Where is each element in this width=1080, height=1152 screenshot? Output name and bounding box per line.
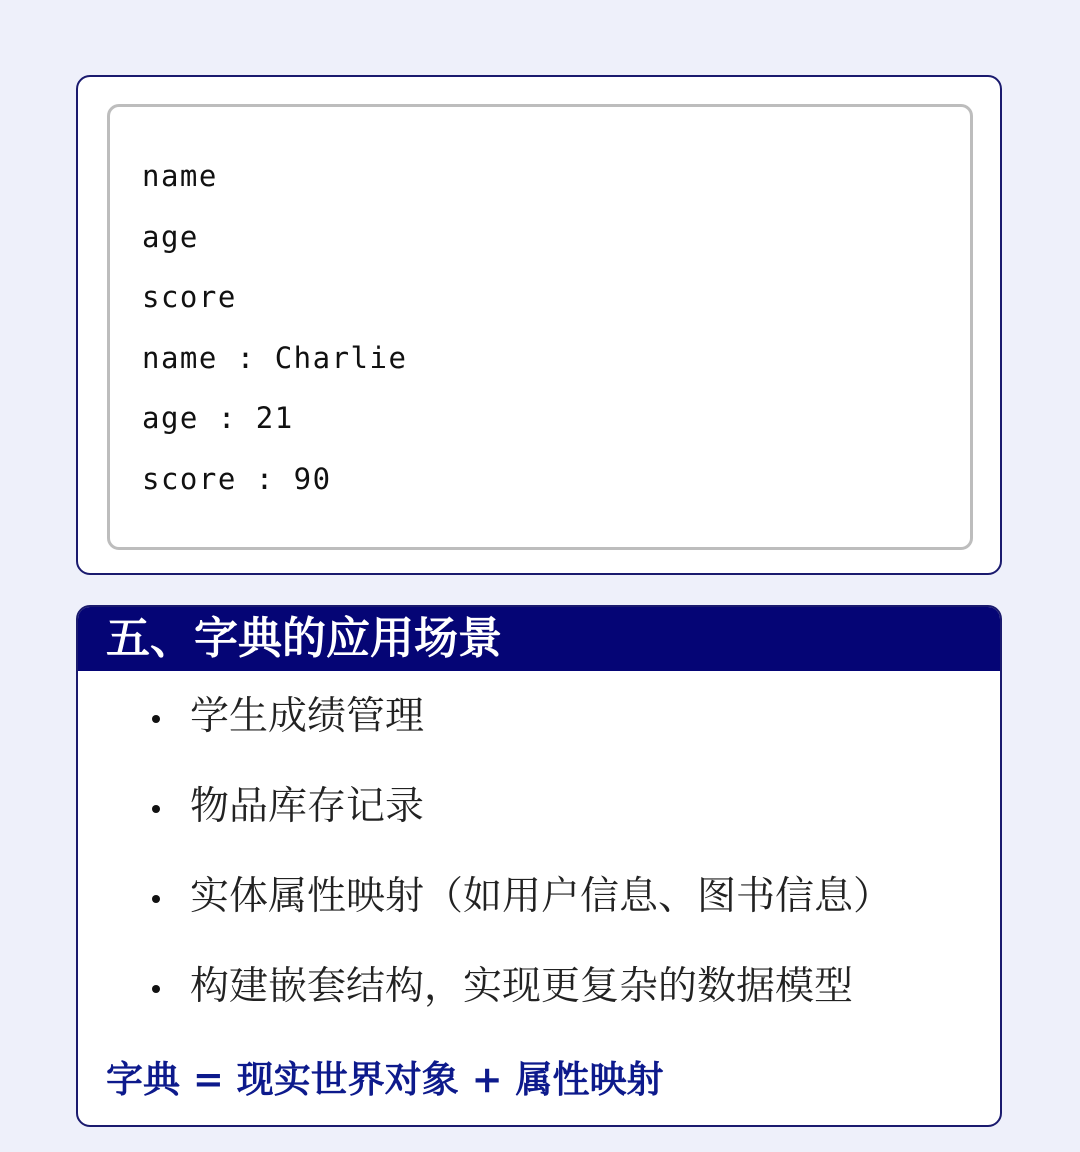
code-line: name : Charlie <box>142 340 408 375</box>
code-output-box <box>107 104 973 550</box>
code-line: name <box>142 159 218 193</box>
list-item-text: 构建嵌套结构，实现更复杂的数据模型 <box>190 964 854 1009</box>
section-title: 五、字典的应用场景 <box>106 613 502 664</box>
bullet-icon <box>152 985 160 993</box>
summary-formula: 字典 = 现实世界对象 + 属性映射 <box>106 1057 664 1101</box>
code-output-panel <box>76 75 1002 575</box>
bullet-icon <box>152 715 160 723</box>
code-line: age <box>142 219 199 254</box>
code-output-lines <box>142 159 407 522</box>
list-item-text: 实体属性映射（如用户信息、图书信息） <box>190 874 893 919</box>
list-item-text: 学生成绩管理 <box>190 694 425 739</box>
list-item <box>152 783 892 873</box>
list-item <box>152 873 892 963</box>
list-item-text: 物品库存记录 <box>190 784 425 829</box>
bullet-icon <box>152 805 160 813</box>
bullet-list <box>152 693 892 1053</box>
code-line: score <box>142 280 237 314</box>
applications-panel <box>76 605 1002 1127</box>
section-header <box>78 607 1000 671</box>
list-item <box>152 693 892 783</box>
bullet-icon <box>152 895 160 903</box>
code-line: score : 90 <box>142 461 332 496</box>
code-line: age : 21 <box>142 401 294 435</box>
list-item <box>152 963 892 1053</box>
